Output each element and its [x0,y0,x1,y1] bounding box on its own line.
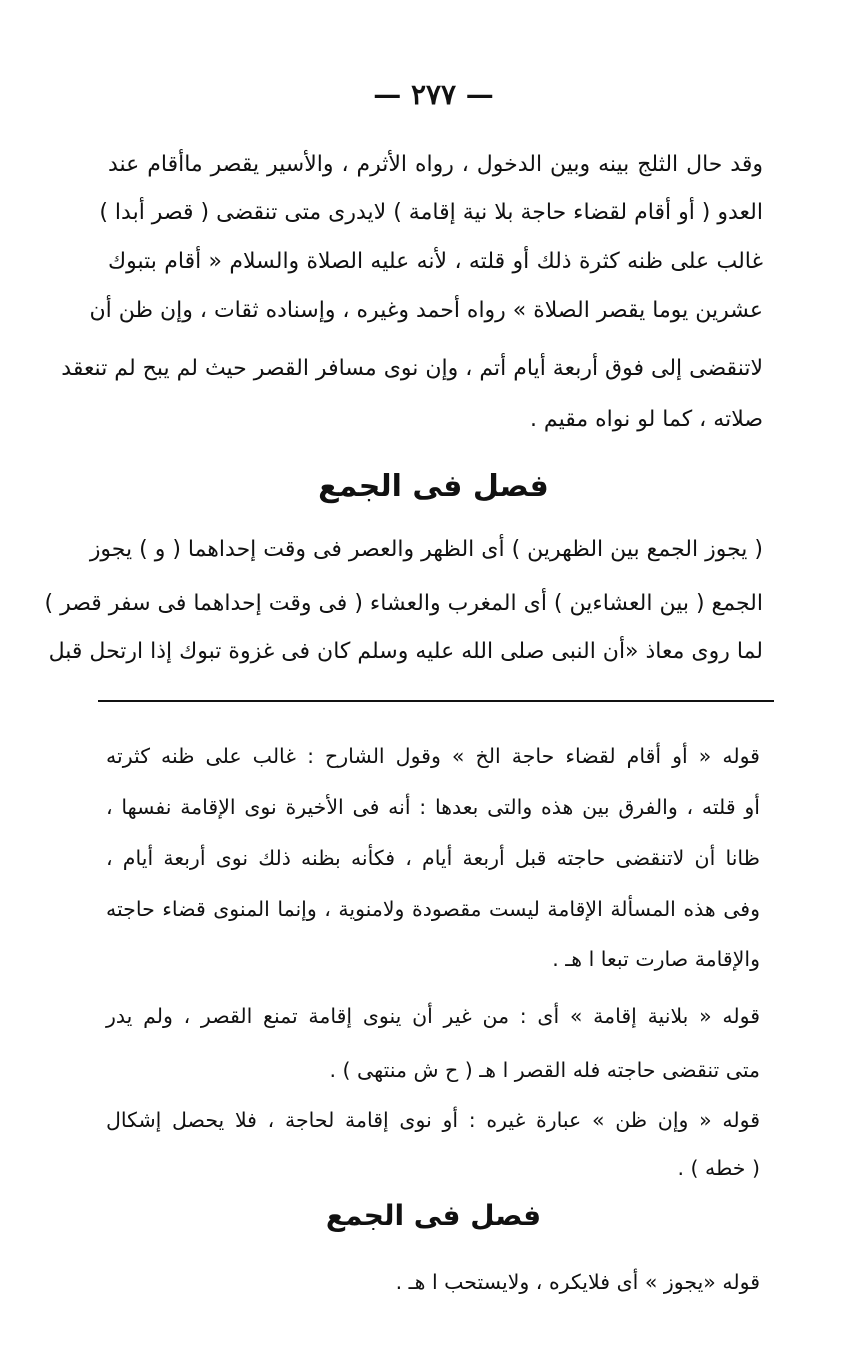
footnote-line-9: ( خطه ) . [677,1156,760,1180]
footnote-line-2: أو قلته ، والفرق بين هذه والتى بعدها : أنه فى الأخيرة نوى الإقامة نفسها ، [106,795,760,819]
main-text-line-2: العدو ( أو أقام لقضاء حاجة بلا نية إقامة ) لايدرى متى تنقضى ( قصر أبدا ) [99,200,763,225]
footnote-line-4: وفى هذه المسألة الإقامة ليست مقصودة ولامنوية ، وإنما المنوى قضاء حاجته [106,897,760,921]
main-text-line-4: عشرين يوما يقصر الصلاة » رواه أحمد وغيره ، وإسناده ثقات ، وإن ظن أن [89,298,763,323]
section-text-line-2: الجمع ( بين العشاءين ) أى المغرب والعشاء ( فى وقت إحداهما فى سفر قصر ) [44,591,763,616]
main-text-line-1: وقد حال الثلج بينه وبين الدخول ، رواه الأثرم ، والأسير يقصر ماأقام عند [108,152,763,177]
footnote-line-6: قوله « بلانية إقامة » أى : من غير أن ينوى إقامة تمنع القصر ، ولم يدر [106,1004,760,1028]
footnote-line-8: قوله « وإن ظن » عبارة غيره : أو نوى إقامة لحاجة ، فلا يحصل إشكال [106,1108,760,1132]
section-heading: فصل فى الجمع [318,469,549,504]
footnote-line-3: ظانا أن لاتنقضى حاجته قبل أربعة أيام ، فكأنه بظنه ذلك نوى أربعة أيام ، [106,846,760,870]
main-text-line-3: غالب على ظنه كثرة ذلك أو قلته ، لأنه عليه الصلاة والسلام « أقام بتبوك [108,249,763,274]
footnote-line-10: قوله «يجوز » أى فلايكره ، ولايستحب ا هـ . [395,1270,760,1294]
footnote-divider [98,700,774,702]
section-text-line-1: ( يجوز الجمع بين الظهرين ) أى الظهر والعصر فى وقت إحداهما ( و ) يجوز [89,537,763,562]
section-text-line-3: لما روى معاذ «أن النبى صلى الله عليه وسلم كان فى غزوة تبوك إذا ارتحل قبل [48,639,763,664]
footnote-line-7: متى تنقضى حاجته فله القصر ا هـ ( ح ش منتهى ) . [329,1058,760,1082]
footnote-line-1: قوله « أو أقام لقضاء حاجة الخ » وقول الشارح : غالب على ظنه كثرته [106,744,760,768]
main-text-line-5: لاتنقضى إلى فوق أربعة أيام أتم ، وإن نوى مسافر القصر حيث لم يبح لم تنعقد [61,356,763,381]
page-number: — ٢٧٧ — [373,78,494,111]
footnote-section-heading: فصل فى الجمع [325,1199,542,1232]
main-text-line-6: صلاته ، كما لو نواه مقيم . [529,407,763,432]
footnote-line-5: والإقامة صارت تبعا ا هـ . [552,947,760,971]
